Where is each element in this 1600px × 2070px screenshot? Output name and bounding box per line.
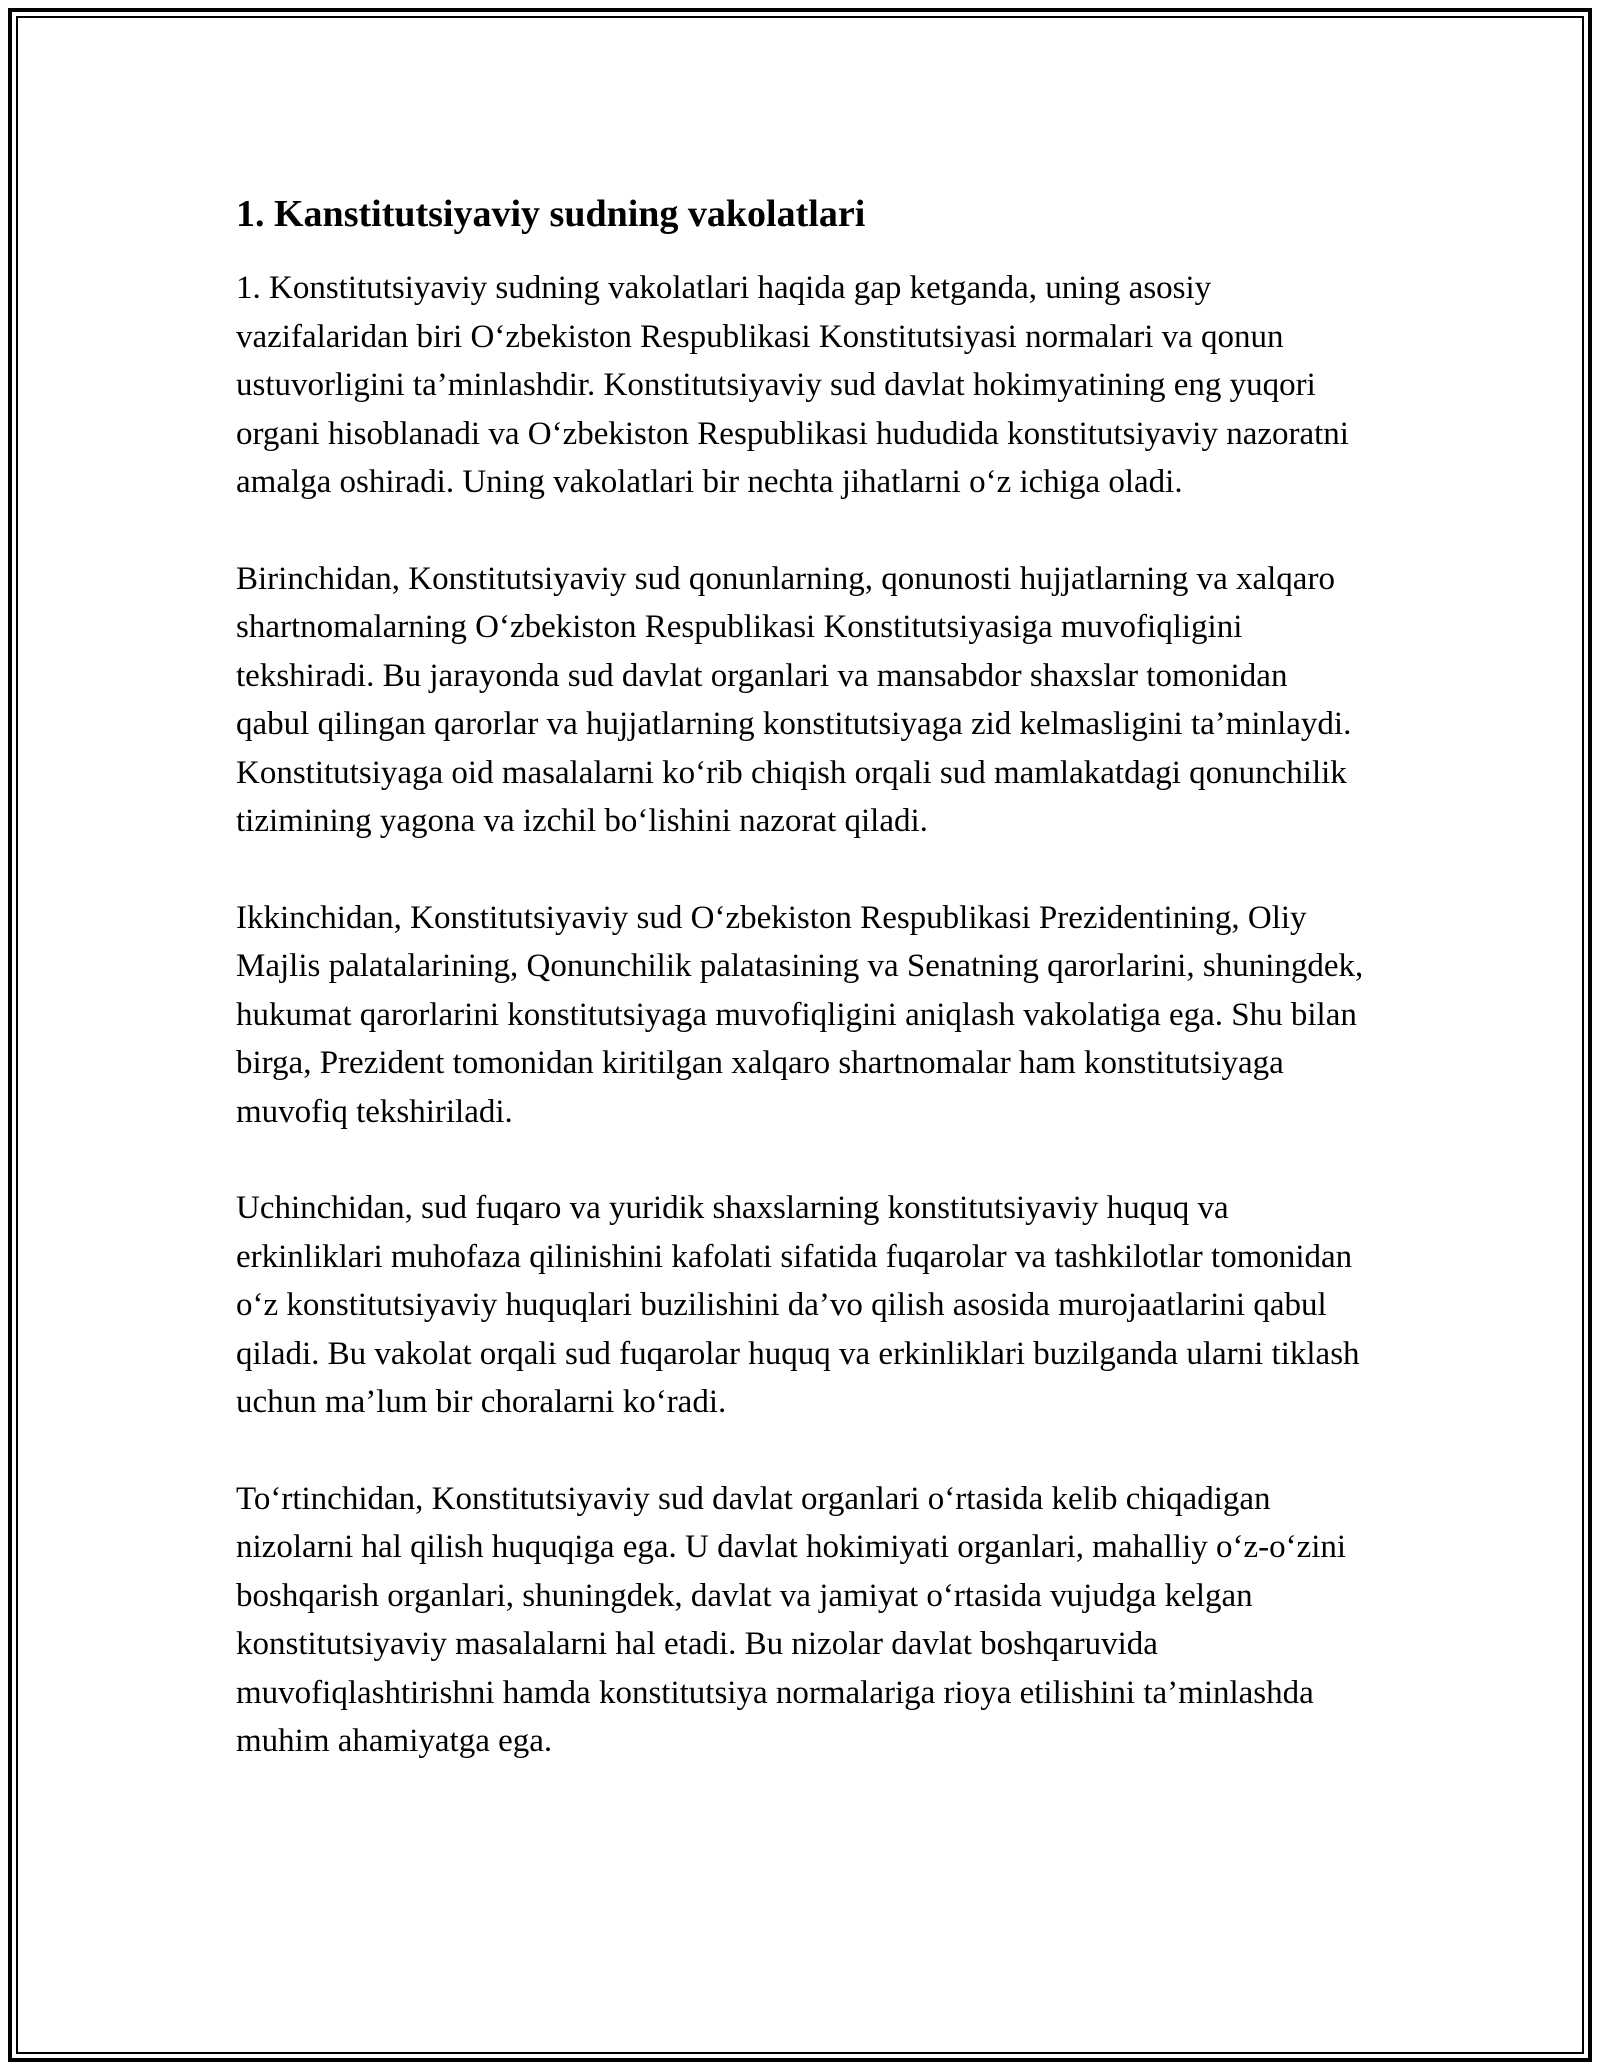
paragraph-second: Ikkinchidan, Konstitutsiyaviy sud O‘zbekiston Respublikasi Prezidentining, Oliy Majlis palatalarining, Qonunchilik palatasining va Senatning qarorlarini, shuningdek, hukumat qarorlarini konstitutsiyaga muvofiqligini aniqlash vakolatiga ega. Shu bilan birga, Prezident tomonidan kiritilgan xalqaro shartnomalar ham konstitutsiyaga muvofiq tekshiriladi.	[236, 899, 1364, 1130]
paragraph-intro: 1. Konstitutsiyaviy sudning vakolatlari haqida gap ketganda, uning asosiy vazifalaridan biri O‘zbekiston Respublikasi Konstitutsiyasi normalari va qonun ustuvorligini ta’minlashdir. Konstitutsiyaviy sud davlat hokimyatining eng yuqori organi hisoblanadi va O‘zbekiston Respublikasi hududida konstitutsiyaviy nazoratni amalga oshiradi. Uning vakolatlari bir nechta jihatlarni o‘z ichiga oladi.	[236, 270, 1349, 500]
document-title: 1. Kanstitutsiyaviy sudning vakolatlari	[236, 193, 866, 235]
paragraph-third: Uchinchidan, sud fuqaro va yuridik shaxslarning konstitutsiyaviy huquq va erkinliklari muhofaza qilinishini kafolati sifatida fuqarolar va tashkilotlar tomonidan o‘z konstitutsiyaviy huquqlari buzilishini da’vo qilish asosida murojaatlarini qabul qiladi. Bu vakolat orqali sud fuqarolar huquq va erkinliklari buzilganda ularni tiklash uchun ma’lum bir choralarni ko‘radi.	[236, 1190, 1360, 1420]
paragraph-first: Birinchidan, Konstitutsiyaviy sud qonunlarning, qonunosti hujjatlarning va xalqaro shartnomalarning O‘zbekiston Respublikasi Konstitutsiyasiga muvofiqligini tekshiradi. Bu jarayonda sud davlat organlari va mansabdor shaxslar tomonidan qabul qilingan qarorlar va hujjatlarning konstitutsiyaga zid kelmasligini ta’minlaydi. Konstitutsiyaga oid masalalarni ko‘rib chiqish orqali sud mamlakatdagi qonunchilik tizimining yagona va izchil bo‘lishini nazorat qiladi.	[236, 560, 1352, 839]
paragraph-fourth: To‘rtinchidan, Konstitutsiyaviy sud davlat organlari o‘rtasida kelib chiqadigan nizolarni hal qilish huquqiga ega. U davlat hokimiyati organlari, mahalliy o‘z-o‘zini boshqarish organlari, shuningdek, davlat va jamiyat o‘rtasida vujudga kelgan konstitutsiyaviy masalalarni hal etadi. Bu nizolar davlat boshqaruvida muvofiqlashtirishni hamda konstitutsiya normalariga rioya etilishini ta’minlashda muhim ahamiyatga ega.	[236, 1480, 1347, 1759]
document-body	[236, 184, 1364, 1814]
